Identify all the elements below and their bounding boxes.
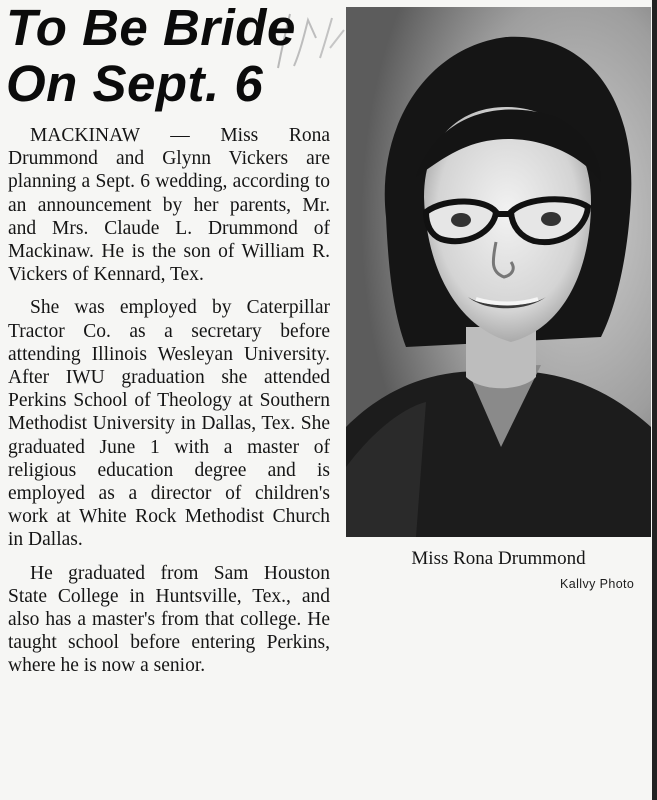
clipping-edge <box>652 0 657 800</box>
photo-credit: Kallvy Photo <box>560 577 635 591</box>
headline <box>6 0 346 112</box>
article-paragraph-1: MACKINAW — Miss Rona Drummond and Glynn Vickers are planning a Sept. 6 wedding, according to an announcement by her parents, Mr. and Mrs. Claude L. Drummond of Mackinaw. He is the son of William R. Vickers of Kennard, Tex. <box>8 125 330 286</box>
portrait-photo <box>346 7 651 537</box>
article-body <box>8 124 330 678</box>
article-paragraph-3: He graduated from Sam Houston State College in Huntsville, Tex., and also has a master's from that college. He taught school before entering Perkins, where he is now a senior. <box>8 562 330 677</box>
portrait-photo-icon <box>346 7 651 537</box>
article-paragraph-2: She was employed by Caterpillar Tractor Co. as a secretary before attending Illinois Wesleyan University. After IWU graduation she attended Perkins School of Theology at Southern Methodist University in Dallas, Tex. She graduated June 1 with a master of religious education degree and is employed as a director of children's work at White Rock Methodist Church in Dallas. <box>8 297 330 551</box>
photo-caption: Miss Rona Drummond <box>411 548 586 569</box>
headline-line-2: On Sept. 6 <box>6 55 264 112</box>
headline-line-1: To Be Bride <box>6 0 296 56</box>
